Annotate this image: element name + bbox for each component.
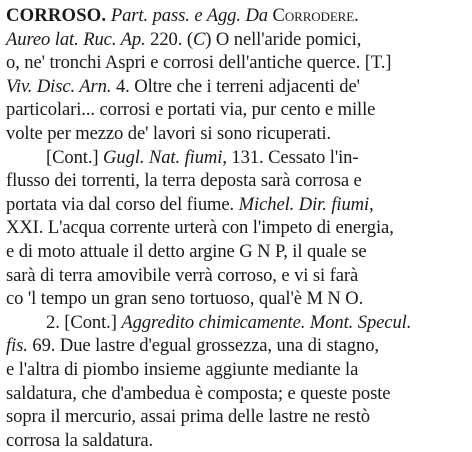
text-line	[6, 4, 468, 28]
text-line	[6, 28, 468, 52]
text-segment: o, ne' tronchi Aspri e corrosi dell'antiche querce. [T.]	[6, 52, 392, 74]
text-segment: sarà di terra amovibile verrà corroso, e vi si farà	[6, 264, 359, 286]
text-line	[6, 358, 468, 382]
text-segment: Gugl. Nat. fiumi	[103, 146, 223, 168]
text-segment: Viv. Disc. Arn.	[6, 75, 112, 97]
text-segment: Michel. Dir. fiumi	[238, 193, 370, 215]
text-segment: fis.	[6, 335, 28, 357]
text-segment: [Cont.]	[46, 146, 104, 168]
text-line	[6, 382, 468, 406]
text-line	[6, 240, 468, 264]
text-segment: , 131. Cessato l'in-	[222, 146, 359, 168]
text-segment: XXI	[6, 217, 39, 239]
text-line	[6, 216, 468, 240]
text-line	[6, 405, 468, 429]
text-segment: Part. pass. e Agg. Da	[110, 5, 273, 26]
text-segment: volte per mezzo de' lavori si sono ricuperati.	[6, 122, 332, 144]
text-line	[6, 98, 468, 122]
text-segment: 220. (	[145, 28, 193, 50]
text-line	[6, 287, 468, 311]
text-segment: 4. Oltre che i terreni adjacenti de'	[111, 75, 360, 97]
text-line	[6, 146, 468, 170]
text-segment: e di moto attuale il detto argine G N P, il quale se	[6, 240, 367, 262]
text-line	[6, 51, 468, 75]
text-segment: C	[192, 28, 206, 50]
text-line	[6, 169, 468, 193]
text-segment: e l'altra di piombo insieme aggiunte mediante la	[6, 358, 359, 380]
text-segment: 2. [Cont.]	[46, 311, 122, 333]
text-line	[6, 334, 468, 358]
text-segment: particolari... corrosi e portati via, pur cento e mille	[6, 99, 376, 121]
text-segment: co 'l tempo un gran seno tortuoso, qual'è M N O.	[6, 288, 364, 310]
text-line	[6, 75, 468, 99]
text-line	[6, 264, 468, 288]
text-segment: corrosa la saldatura.	[6, 429, 154, 451]
text-segment: ,	[369, 193, 374, 215]
dictionary-entry	[6, 4, 468, 452]
text-segment: 69. Due lastre d'egual grossezza, una di stagno,	[27, 335, 379, 357]
text-segment: portata via dal corso del fiume.	[6, 193, 239, 215]
text-line	[6, 193, 468, 217]
text-segment: . L'acqua corrente urterà con l'impeto di energia,	[38, 217, 394, 239]
text-segment: .	[354, 5, 359, 26]
text-segment: sopra il mercurio, assai prima delle lastre ne restò	[6, 406, 370, 428]
text-segment: ) O nell'aride pomici,	[205, 28, 362, 50]
text-segment: saldatura, che d'ambedua è composta; e queste poste	[6, 382, 391, 404]
text-segment: Aggredito chimicamente. Mont. Specul.	[121, 311, 412, 333]
text-line	[6, 311, 468, 335]
text-segment: flusso dei torrenti, la terra deposta sarà corrosa e	[6, 170, 362, 192]
headword: CORROSO.	[6, 5, 107, 26]
text-segment: Aureo lat. Ruc. Ap.	[6, 28, 146, 50]
text-line	[6, 122, 468, 146]
text-segment: Corrodere	[272, 5, 355, 26]
text-line	[6, 429, 468, 452]
